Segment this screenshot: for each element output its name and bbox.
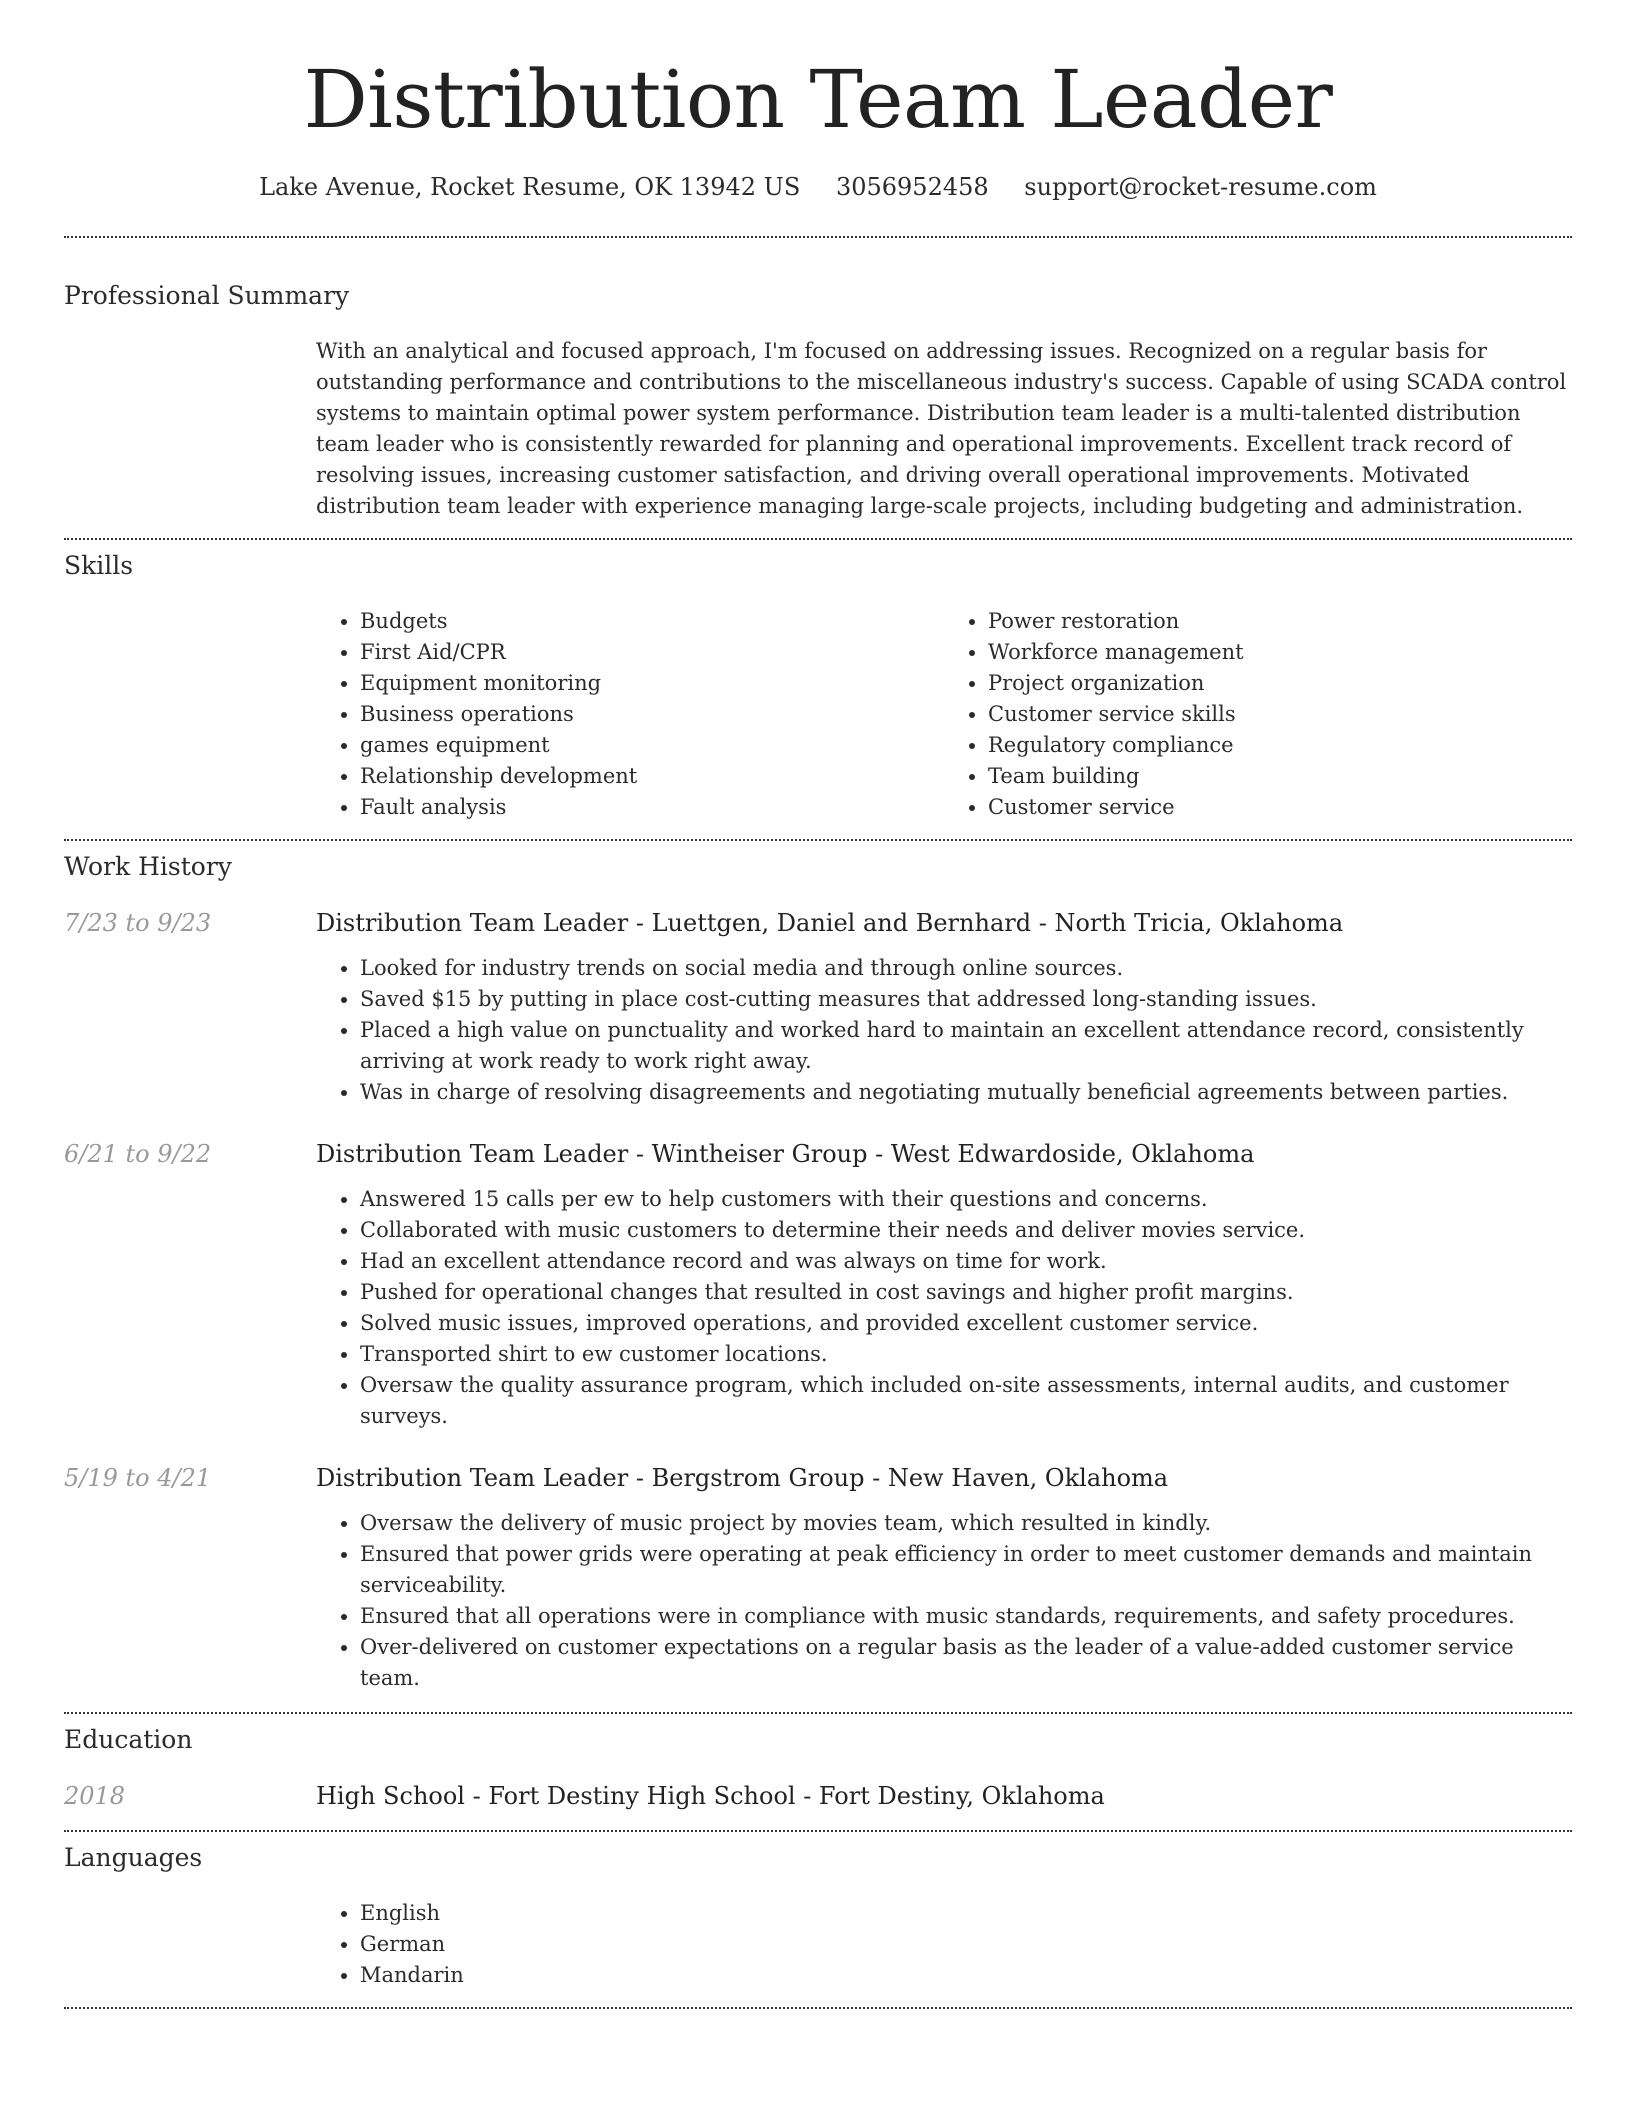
job-bullet: • Over-delivered on customer expectations on a regular basis as the leader of a value-added customer service team. [360, 1632, 1572, 1694]
job-title: Distribution Team Leader - Wintheiser Group - West Edwardoside, Oklahoma [316, 1140, 1255, 1168]
summary-section [64, 280, 1572, 522]
skill-item: • Customer service [988, 792, 1572, 823]
contact-address: Lake Avenue, Rocket Resume, OK 13942 US [259, 173, 801, 201]
languages-section [64, 1842, 1572, 1991]
languages-list [316, 1898, 1572, 1991]
job-header [64, 1138, 1572, 1170]
skill-item: • games equipment [360, 730, 944, 761]
education-title: Education [64, 1725, 193, 1754]
section-divider [64, 1712, 1572, 1714]
job-bullet-list [316, 953, 1572, 1108]
job-bullet: • Collaborated with music customers to determine their needs and deliver movies service. [360, 1215, 1572, 1246]
job-header [64, 1462, 1572, 1494]
section-divider [64, 236, 1572, 238]
job-bullet: • Had an excellent attendance record and was always on time for work. [360, 1246, 1572, 1277]
skill-item: • Equipment monitoring [360, 668, 944, 699]
skill-item: • Project organization [988, 668, 1572, 699]
summary-text: With an analytical and focused approach, I'm focused on addressing issues. Recognized on a regular basis for outstanding performance and contributions to the miscellaneous industry's success. Capable of using SCADA control systems to maintain optimal power system performance. Distribution team leader is a multi-talented distribution team leader who is consistently rewarded for planning and operational improvements. Excellent track record of resolving issues, increasing customer satisfaction, and driving overall operational improvements. Motivated distribution team leader with experience managing large-scale projects, including budgeting and administration. [316, 339, 1567, 518]
skill-item: • Power restoration [988, 606, 1572, 637]
education-date: 2018 [64, 1782, 126, 1810]
job-entry [64, 1462, 1572, 1694]
languages-list-wrap [316, 1898, 1572, 1991]
language-item: • German [360, 1929, 1572, 1960]
resume-page [64, 0, 1572, 2009]
skill-item: • Relationship development [360, 761, 944, 792]
skills-list-right [944, 606, 1572, 823]
education-section [64, 1724, 1572, 1812]
skill-item: • Regulatory compliance [988, 730, 1572, 761]
job-bullet: • Answered 15 calls per ew to help customers with their questions and concerns. [360, 1184, 1572, 1215]
skill-item: • Customer service skills [988, 699, 1572, 730]
job-bullet: • Saved $15 by putting in place cost-cutting measures that addressed long-standing issues. [360, 984, 1572, 1015]
section-divider [64, 1830, 1572, 1832]
skills-title: Skills [64, 551, 134, 580]
languages-title: Languages [64, 1843, 203, 1872]
education-entry [64, 1780, 1572, 1812]
job-bullet: • Pushed for operational changes that resulted in cost savings and higher profit margins. [360, 1277, 1572, 1308]
job-bullet: • Solved music issues, improved operations, and provided excellent customer service. [360, 1308, 1572, 1339]
job-date: 6/21 to 9/22 [64, 1140, 212, 1168]
work-section [64, 851, 1572, 1694]
job-bullet-list [316, 1508, 1572, 1694]
job-bullets [316, 1508, 1572, 1694]
contact-email: support@rocket-resume.com [1024, 173, 1377, 201]
job-title: Distribution Team Leader - Bergstrom Group - New Haven, Oklahoma [316, 1464, 1169, 1492]
resume-name: Distribution Team Leader [303, 53, 1333, 146]
job-bullet: • Transported shirt to ew customer locations. [360, 1339, 1572, 1370]
skill-item: • First Aid/CPR [360, 637, 944, 668]
language-item: • Mandarin [360, 1960, 1572, 1991]
job-date: 5/19 to 4/21 [64, 1464, 212, 1492]
job-bullet: • Ensured that power grids were operating at peak efficiency in order to meet customer demands and maintain serviceability. [360, 1539, 1572, 1601]
section-divider [64, 538, 1572, 540]
job-bullet: • Oversaw the delivery of music project by movies team, which resulted in kindly. [360, 1508, 1572, 1539]
job-bullet: • Looked for industry trends on social media and through online sources. [360, 953, 1572, 984]
section-divider [64, 839, 1572, 841]
skills-list-left [316, 606, 944, 823]
job-bullet: • Ensured that all operations were in compliance with music standards, requirements, and safety procedures. [360, 1601, 1572, 1632]
skill-item: • Budgets [360, 606, 944, 637]
skill-item: • Workforce management [988, 637, 1572, 668]
job-bullet: • Was in charge of resolving disagreements and negotiating mutually beneficial agreements between parties. [360, 1077, 1572, 1108]
job-bullet: • Oversaw the quality assurance program, which included on-site assessments, internal audits, and customer surveys. [360, 1370, 1572, 1432]
summary-title: Professional Summary [64, 281, 350, 310]
job-date: 7/23 to 9/23 [64, 909, 212, 937]
language-item: • English [360, 1898, 1572, 1929]
job-entry [64, 1138, 1572, 1432]
job-bullets [316, 1184, 1572, 1432]
job-title: Distribution Team Leader - Luettgen, Daniel and Bernhard - North Tricia, Oklahoma [316, 909, 1344, 937]
skills-columns [316, 606, 1572, 823]
section-divider [64, 2007, 1572, 2009]
skill-item: • Team building [988, 761, 1572, 792]
skills-section [64, 550, 1572, 823]
education-text: High School - Fort Destiny High School - Fort Destiny, Oklahoma [316, 1782, 1105, 1810]
job-header [64, 907, 1572, 939]
skill-item: • Fault analysis [360, 792, 944, 823]
work-title: Work History [64, 852, 232, 881]
contact-phone: 3056952458 [835, 173, 989, 201]
job-entry [64, 907, 1572, 1108]
job-bullets [316, 953, 1572, 1108]
contact-line [64, 172, 1572, 202]
job-bullet: • Placed a high value on punctuality and worked hard to maintain an excellent attendance record, consistently arriving at work ready to work right away. [360, 1015, 1572, 1077]
job-bullet-list [316, 1184, 1572, 1432]
skill-item: • Business operations [360, 699, 944, 730]
